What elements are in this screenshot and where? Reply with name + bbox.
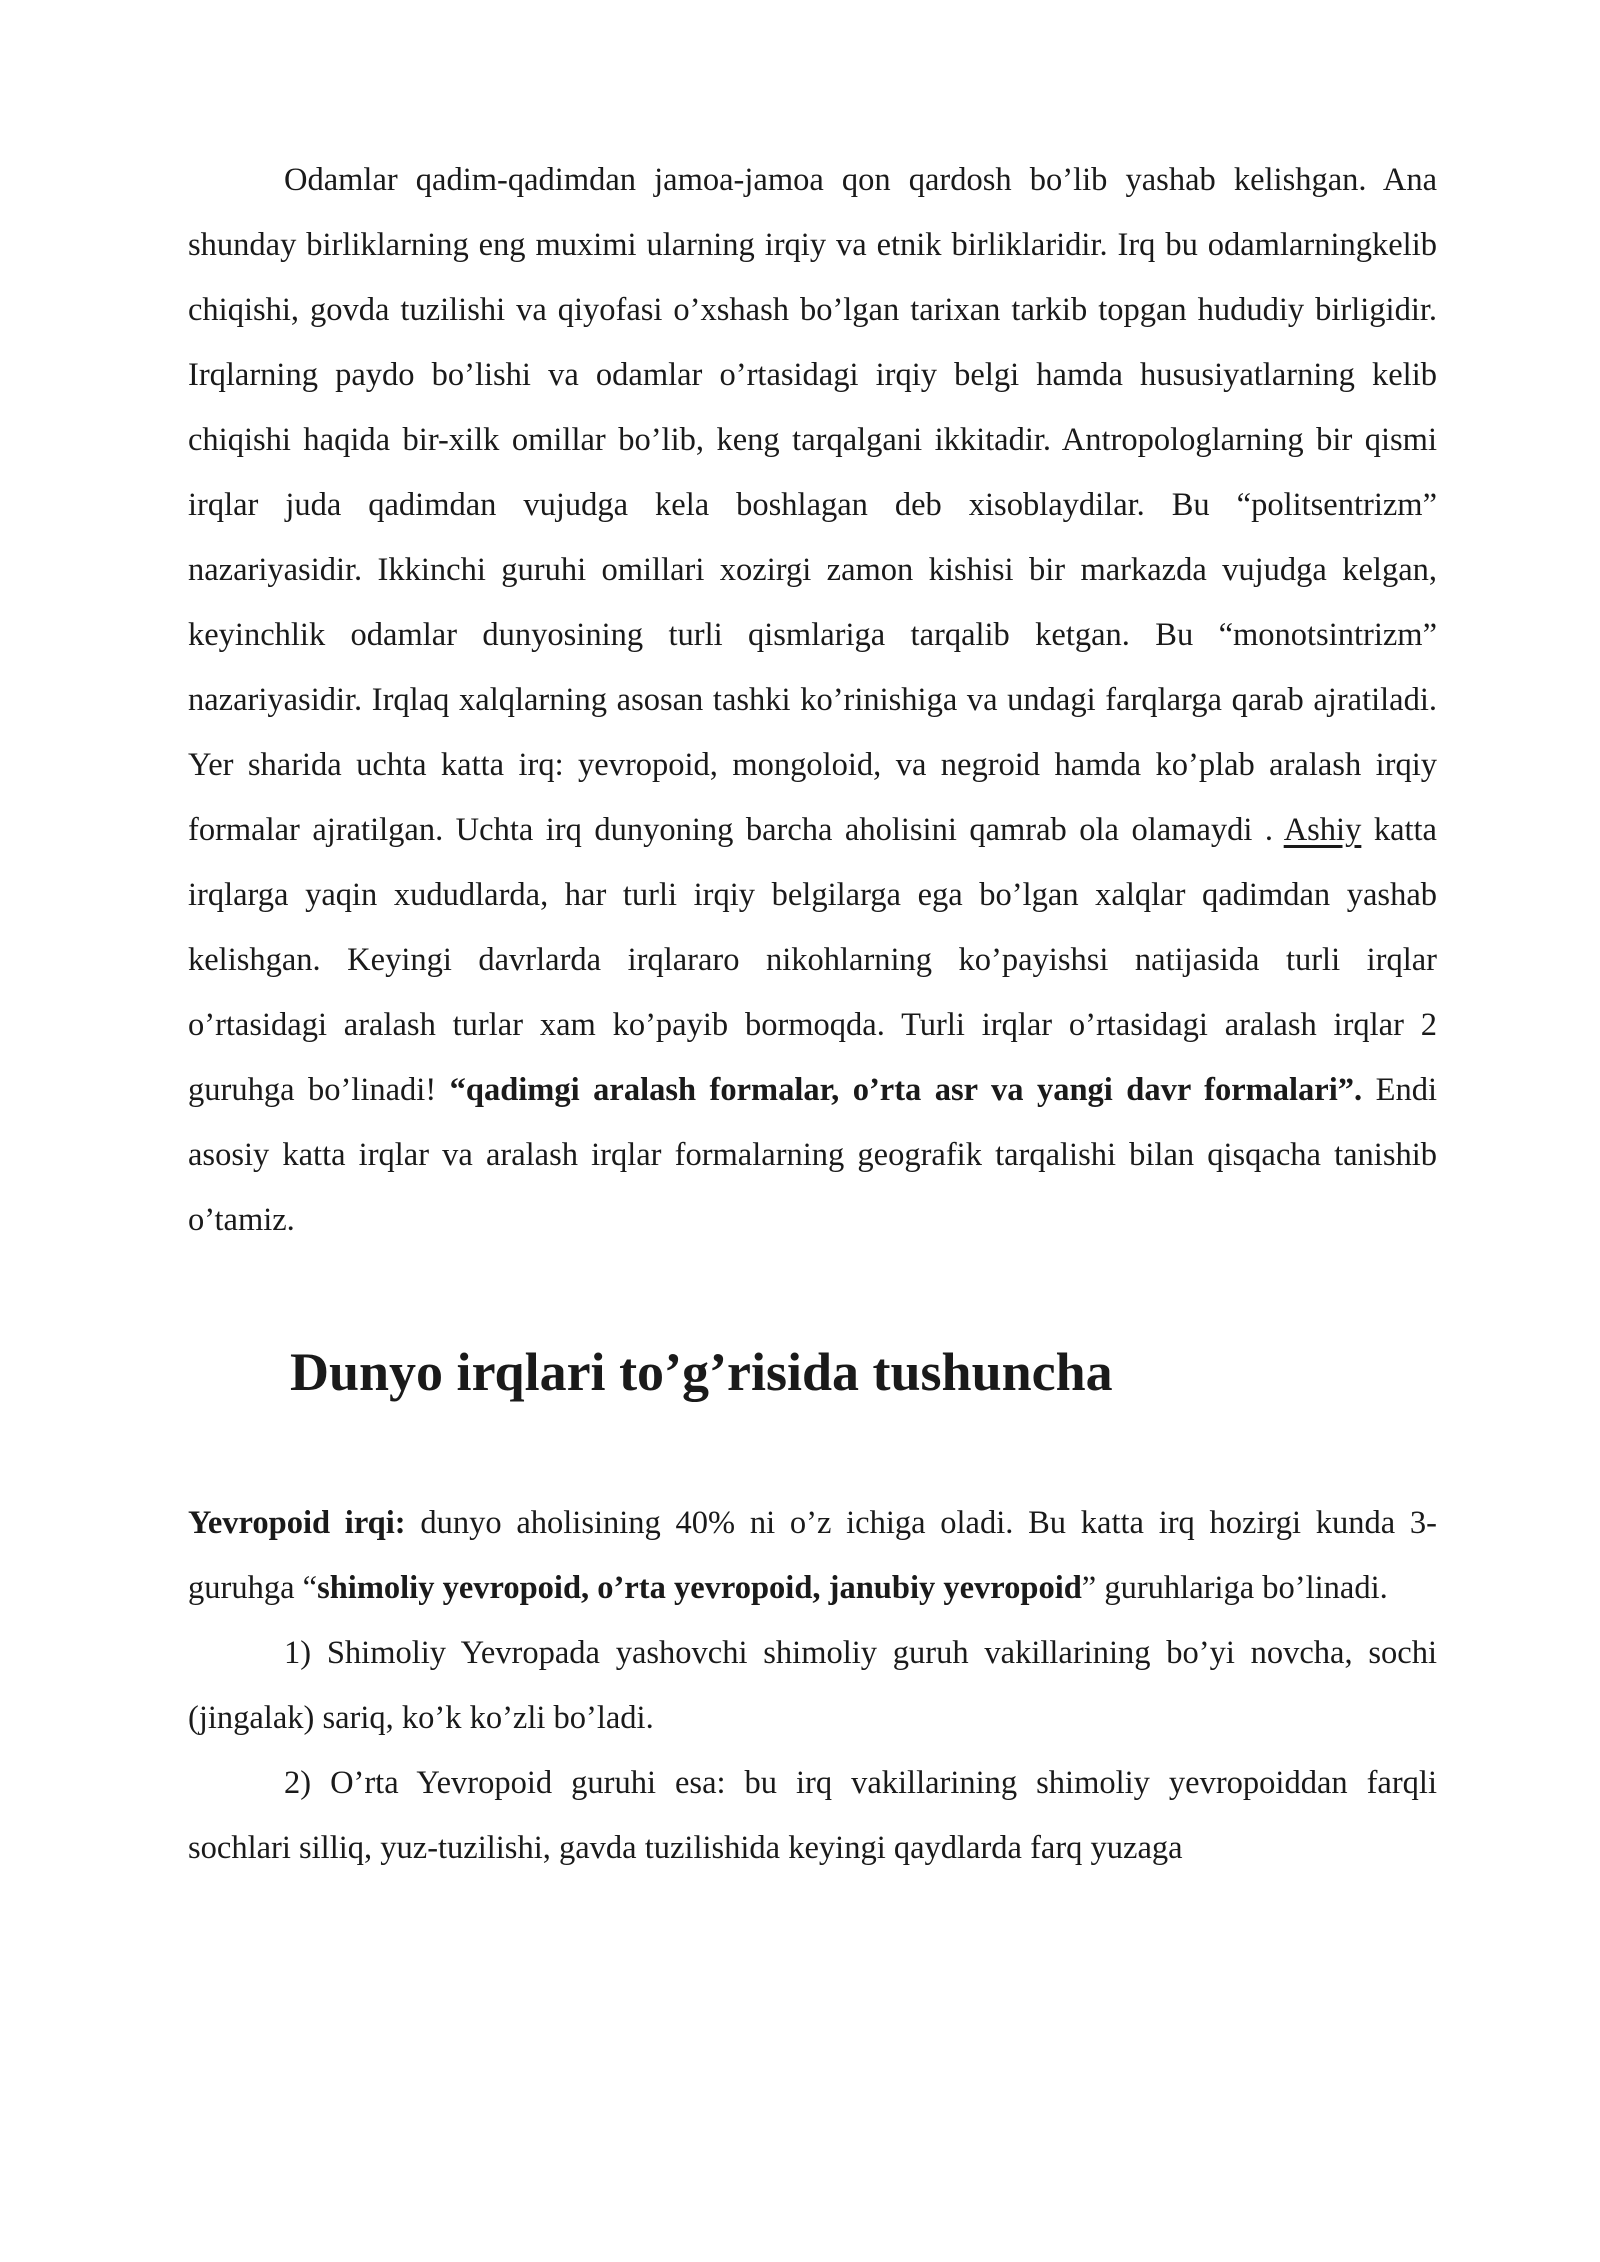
list-item-1: 1) Shimoliy Yevropada yashovchi shimoliy guruh vakillarining bo’yi novcha, sochi (jingalak) sariq, ko’k ko’zli bo’ladi. bbox=[188, 1635, 1437, 1736]
list-item-2: 2) O’rta Yevropoid guruhi esa: bu irq vakillarining shimoliy yevropoiddan farqli sochlari silliq, yuz-tuzilishi, gavda tuzilishida keyingi qaydlarda farq yuzaga bbox=[188, 1765, 1437, 1866]
paragraph-intro-text-b: katta irqlarga yaqin xududlarda, har turli irqiy belgilarga ega bo’lgan xalqlar qadimdan yashab kelishgan. Keyingi davrlarda irqlararo nikohlarning ko’payishsi natijasida turli irqlar o’rtasidagi aralash turlar xam ko’payib bormoqda. Turli irqlar o’rtasidagi aralash irqlar 2 guruhga bo’linadi! bbox=[188, 812, 1437, 1108]
section-heading: Dunyo irqlari to’g’risida tushuncha bbox=[290, 1342, 1113, 1402]
paragraph-intro-text-c: Endi asosiy katta irqlar va aralash irqlar formalarning geografik tarqalishi bilan qisqacha tanishib o’tamiz. bbox=[188, 1072, 1437, 1238]
underlined-word-ashiy: Ashiy bbox=[1283, 812, 1362, 848]
paragraph-yevropoid-text-b: ” guruhlariga bo’linadi. bbox=[1081, 1570, 1388, 1606]
paragraph-intro-text-a: Odamlar qadim-qadimdan jamoa-jamoa qon qardosh bo’lib yashab kelishgan. Ana shunday birliklarning eng muximi ularning irqiy va etnik birliklaridir. Irq bu odamlarningkelib chiqishi, govda tuzilishi va qiyofasi o’xshash bo’lgan tarixan tarkib topgan hududiy birligidir. Irqlarning paydo bo’lishi va odamlar o’rtasidagi irqiy belgi hamda hususiyatlarning kelib chiqishi haqida bir-xilk omillar bo’lib, keng tarqalgani ikkitadir. Antropologlarning bir qismi irqlar juda qadimdan vujudga kela boshlagan deb xisoblaydilar. Bu “politsentrizm” nazariyasidir. Ikkinchi guruhi omillari xozirgi zamon kishisi bir markazda vujudga kelgan, keyinchlik odamlar dunyosining turli qismlariga tarqalib ketgan. Bu “monotsintrizm” nazariyasidir. Irqlaq xalqlarning asosan tashki ko’rinishiga va undagi farqlarga qarab ajratiladi. Yer sharida uchta katta irq: yevropoid, mongoloid, va negroid hamda ko’plab aralash irqiy formalar ajratilgan. Uchta irq dunyoning barcha aholisini qamrab ola olamaydi . bbox=[188, 162, 1437, 848]
paragraph-intro bbox=[188, 148, 1437, 1253]
bold-phrase-groups: shimoliy yevropoid, o’rta yevropoid, janubiy yevropoid bbox=[317, 1570, 1082, 1606]
paragraph-yevropoid-text-a: dunyo aholisining 40% ni o’z ichiga oladi. Bu katta irq hozirgi kunda 3-guruhga “ bbox=[188, 1505, 1438, 1606]
paragraph-yevropoid bbox=[188, 1491, 1437, 1621]
yevropoid-label: Yevropoid irqi: bbox=[188, 1505, 406, 1541]
bold-phrase-formalar: “qadimgi aralash formalar, o’rta asr va yangi davr formalari”. bbox=[449, 1072, 1363, 1108]
